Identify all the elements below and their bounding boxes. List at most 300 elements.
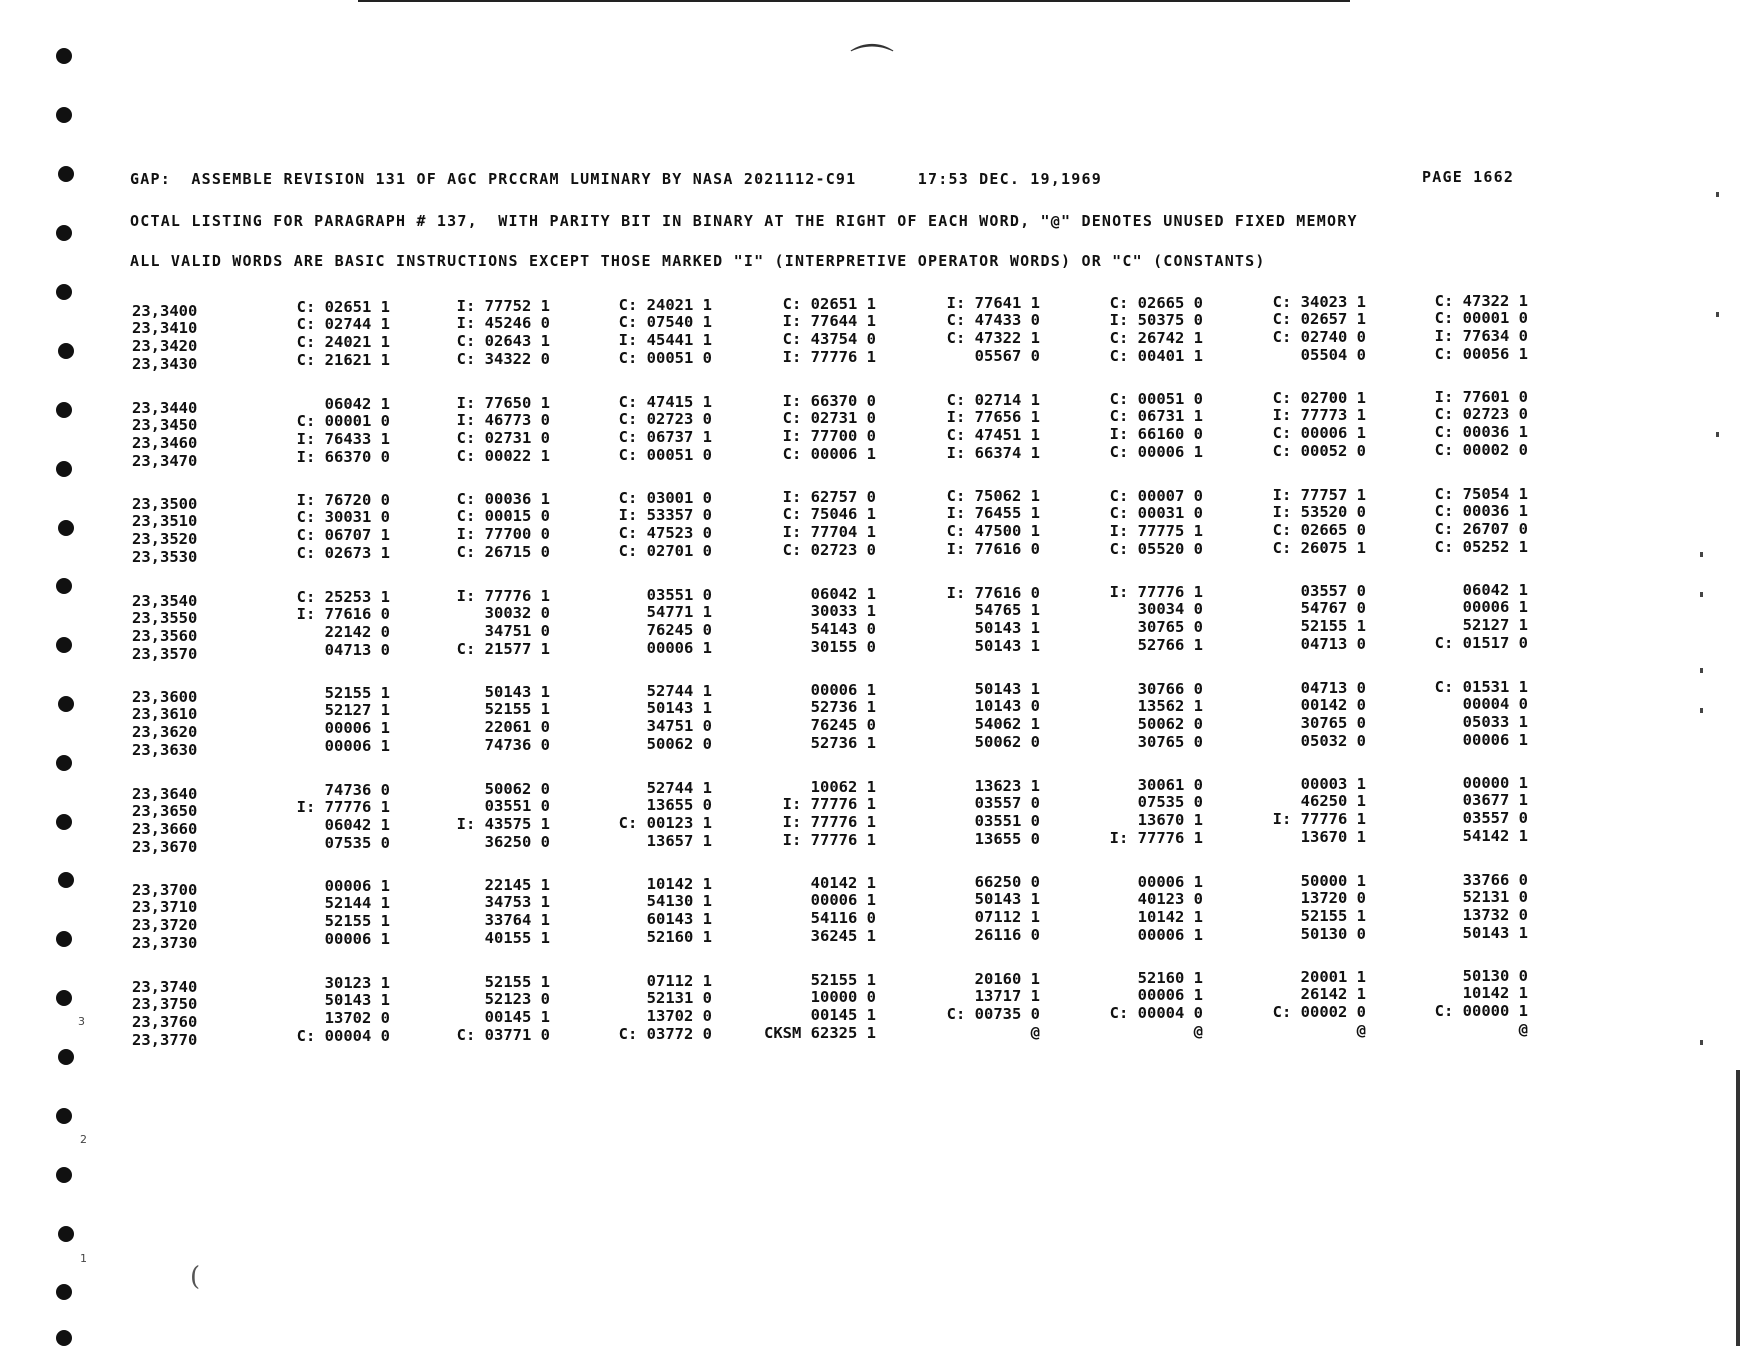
octal-word: 74736 0 <box>484 736 550 755</box>
row-address: 23,3400 <box>132 302 198 320</box>
octal-word: C: 75062 1 <box>946 487 1040 506</box>
octal-word: C: 02701 0 <box>618 542 712 561</box>
octal-word: C: 26715 0 <box>456 543 550 562</box>
assembly-header: GAP: ASSEMBLE REVISION 131 OF AGC PRCCRAM LUMINARY BY NASA 2021112-C91 17:53 DEC. 19,1969 <box>130 170 1102 188</box>
octal-word: C: 00401 1 <box>1109 346 1203 365</box>
octal-word: I: 77616 0 <box>296 604 390 623</box>
octal-word: C: 02731 0 <box>456 428 550 447</box>
octal-word: I: 76433 1 <box>296 429 390 448</box>
octal-word: C: 03772 0 <box>618 1024 712 1043</box>
row-address: 23,3650 <box>132 801 198 820</box>
octal-word: C: 02665 0 <box>1272 520 1366 539</box>
punch-hole <box>56 225 72 241</box>
row-address: 23,3560 <box>132 626 198 645</box>
octal-word: 50062 0 <box>1137 714 1203 733</box>
octal-word: C: 00056 1 <box>1434 344 1528 363</box>
octal-word: 07112 1 <box>974 908 1040 927</box>
octal-word: 05504 0 <box>1300 345 1366 364</box>
row-address: 23,3720 <box>132 916 198 934</box>
octal-word: 30765 0 <box>1137 618 1203 636</box>
octal-word: I: 77704 1 <box>782 523 876 542</box>
octal-word: C: 02665 0 <box>1109 293 1203 312</box>
octal-word: 00006 1 <box>324 719 390 737</box>
octal-word: 30765 0 <box>1137 732 1203 751</box>
octal-word: 00004 0 <box>1462 694 1528 713</box>
octal-word: C: 02731 0 <box>782 408 876 427</box>
octal-word: I: 76720 0 <box>296 491 390 509</box>
octal-word: 52144 1 <box>324 894 390 912</box>
octal-word: 54116 0 <box>810 909 876 928</box>
row-address: 23,3640 <box>132 784 198 803</box>
octal-word: 05032 0 <box>1300 731 1366 750</box>
octal-word: C: 00002 0 <box>1272 1003 1366 1022</box>
punch-hole <box>56 637 72 653</box>
edge-speck <box>1716 312 1719 317</box>
row-address: 23,3730 <box>132 934 198 952</box>
octal-word: 30765 0 <box>1300 713 1366 732</box>
octal-word: C: 75046 1 <box>782 505 876 524</box>
octal-word: 00003 1 <box>1300 775 1366 794</box>
octal-word: C: 21621 1 <box>296 351 390 369</box>
octal-word: I: 77641 1 <box>946 294 1040 313</box>
punch-hole <box>56 755 72 771</box>
octal-word: C: 00036 1 <box>456 490 550 509</box>
octal-word: 50062 0 <box>484 779 550 798</box>
octal-word: 52127 1 <box>1462 616 1528 635</box>
octal-word: C: 06737 1 <box>618 427 712 446</box>
octal-word: C: 00051 0 <box>618 445 712 464</box>
octal-word: C: 00002 0 <box>1434 441 1528 460</box>
octal-word: C: 47523 0 <box>618 524 712 543</box>
octal-word: I: 77700 0 <box>456 525 550 544</box>
octal-word: I: 45441 1 <box>618 331 712 350</box>
octal-word: I: 53520 0 <box>1272 502 1366 521</box>
octal-word: 30123 1 <box>324 973 390 992</box>
octal-word: 40142 1 <box>810 874 876 893</box>
octal-word: 52155 1 <box>324 912 390 930</box>
octal-word: C: 00006 1 <box>782 444 876 463</box>
octal-word: I: 77776 1 <box>782 812 876 831</box>
octal-word: 07535 0 <box>1137 793 1203 811</box>
octal-word: C: 02657 1 <box>1272 309 1366 328</box>
octal-word: 50130 0 <box>1300 924 1366 943</box>
octal-word: 10062 1 <box>810 777 876 796</box>
octal-word: C: 02700 1 <box>1272 389 1366 408</box>
octal-word: 04713 0 <box>324 640 390 659</box>
octal-word: 00006 1 <box>324 737 390 755</box>
octal-word: 52160 1 <box>646 928 712 947</box>
octal-word: 52744 1 <box>646 682 712 701</box>
octal-word: C: 00004 0 <box>1109 1004 1203 1022</box>
octal-word: 04713 0 <box>1300 678 1366 697</box>
top-rule <box>358 0 1350 2</box>
octal-word: I: 77773 1 <box>1272 406 1366 425</box>
octal-word: I: 77656 1 <box>946 407 1040 426</box>
octal-word: 30033 1 <box>810 601 876 620</box>
octal-word: C: 01517 0 <box>1434 634 1528 653</box>
octal-word: 30155 0 <box>810 637 876 656</box>
octal-word: I: 77616 0 <box>946 583 1040 602</box>
octal-word: C: 00001 0 <box>1434 308 1528 327</box>
edge-speck <box>1700 668 1703 673</box>
octal-word: 06042 1 <box>324 394 390 413</box>
octal-word: 06042 1 <box>324 815 390 834</box>
octal-word: I: 66370 0 <box>782 391 876 410</box>
octal-word: C: 02723 0 <box>618 409 712 428</box>
octal-word: I: 77776 1 <box>456 586 550 605</box>
octal-word: C: 24021 1 <box>618 296 712 315</box>
octal-word: 50143 1 <box>324 990 390 1009</box>
row-address: 23,3710 <box>132 898 198 916</box>
edge-speck <box>1700 1040 1703 1045</box>
octal-word: C: 00001 0 <box>296 411 390 430</box>
octal-word: 22145 1 <box>484 876 550 895</box>
octal-word: 20001 1 <box>1300 968 1366 987</box>
octal-word: C: 00000 1 <box>1434 1002 1528 1021</box>
octal-word: I: 77650 1 <box>456 393 550 412</box>
octal-word: 03677 1 <box>1462 791 1528 810</box>
octal-word: I: 50375 0 <box>1109 310 1203 329</box>
octal-word: C: 07540 1 <box>618 313 712 332</box>
octal-word: 66250 0 <box>974 873 1040 892</box>
punch-hole <box>56 1167 72 1183</box>
punch-hole <box>58 520 74 536</box>
octal-word: I: 77776 1 <box>782 794 876 813</box>
octal-word: 52155 1 <box>1300 617 1366 636</box>
edge-speck <box>1700 708 1703 713</box>
octal-word: I: 77601 0 <box>1434 388 1528 407</box>
octal-word: 50130 0 <box>1462 967 1528 986</box>
punch-hole <box>58 1049 74 1065</box>
octal-word: @ <box>1518 1020 1528 1039</box>
punch-hole <box>56 1108 72 1124</box>
punch-hole <box>56 402 72 418</box>
octal-word: I: 77776 1 <box>296 797 390 816</box>
octal-word: 52155 1 <box>484 700 550 719</box>
octal-word: C: 34023 1 <box>1272 292 1366 311</box>
punch-hole <box>56 814 72 830</box>
octal-word: 13732 0 <box>1462 905 1528 924</box>
row-address: 23,3700 <box>132 881 198 899</box>
octal-word: 00006 1 <box>1462 598 1528 617</box>
octal-word: 52155 1 <box>484 972 550 991</box>
edge-speck <box>1716 432 1719 437</box>
row-address: 23,3610 <box>132 705 198 723</box>
octal-word: I: 77775 1 <box>1109 521 1203 540</box>
octal-word: 03557 0 <box>1462 809 1528 828</box>
octal-word: 10142 1 <box>646 875 712 894</box>
octal-word: 13720 0 <box>1300 888 1366 907</box>
octal-word: 13670 1 <box>1137 811 1203 829</box>
octal-word: C: 05252 1 <box>1434 537 1528 556</box>
pencil-paren-mark: ( <box>190 1262 201 1292</box>
octal-word: C: 06731 1 <box>1109 407 1203 425</box>
octal-word: 00145 1 <box>484 1007 550 1026</box>
octal-word: C: 01531 1 <box>1434 677 1528 696</box>
octal-word: 76245 0 <box>810 716 876 735</box>
octal-word: 00006 1 <box>810 891 876 910</box>
octal-word: 30032 0 <box>484 603 550 622</box>
octal-word: C: 00735 0 <box>946 1004 1040 1023</box>
octal-word: C: 02740 0 <box>1272 327 1366 346</box>
octal-word: 00142 0 <box>1300 695 1366 714</box>
octal-word: I: 66370 0 <box>296 447 390 466</box>
octal-word: 52131 0 <box>646 988 712 1007</box>
octal-word: @ <box>1356 1021 1366 1040</box>
octal-word: C: 00051 0 <box>1109 390 1203 408</box>
row-address: 23,3630 <box>132 741 198 759</box>
octal-word: 60143 1 <box>646 910 712 929</box>
octal-word: C: 02651 1 <box>296 298 390 316</box>
octal-word: 00145 1 <box>810 1005 876 1024</box>
punch-hole <box>56 107 72 123</box>
punch-hole <box>58 1226 74 1242</box>
octal-word: 54143 0 <box>810 619 876 638</box>
row-address: 23,3510 <box>132 512 198 530</box>
octal-word: C: 03001 0 <box>618 489 712 508</box>
octal-word: 22142 0 <box>324 622 390 641</box>
octal-word: 50143 1 <box>974 618 1040 637</box>
row-address: 23,3430 <box>132 355 198 373</box>
octal-word: C: 00031 0 <box>1109 503 1203 522</box>
octal-word: 50143 1 <box>484 683 550 702</box>
octal-word: 33764 1 <box>484 911 550 930</box>
punch-hole <box>58 166 74 182</box>
octal-word: 05567 0 <box>974 347 1040 366</box>
row-address: 23,3570 <box>132 644 198 663</box>
octal-word: 03551 0 <box>974 811 1040 830</box>
octal-word: 50143 1 <box>1462 923 1528 942</box>
row-address: 23,3550 <box>132 608 198 627</box>
octal-word: 52766 1 <box>1137 636 1203 654</box>
octal-word: I: 53357 0 <box>618 506 712 525</box>
margin-mark-3: 3 <box>78 1015 85 1028</box>
octal-word: 34751 0 <box>484 621 550 640</box>
octal-word: 13670 1 <box>1300 828 1366 847</box>
octal-word: C: 00006 1 <box>1109 443 1203 461</box>
octal-word: I: 77776 1 <box>1109 583 1203 601</box>
octal-word: C: 47322 1 <box>1434 291 1528 310</box>
octal-word: C: 34322 0 <box>456 350 550 369</box>
octal-word: 06042 1 <box>1462 581 1528 600</box>
octal-word: 30766 0 <box>1137 679 1203 698</box>
octal-word: C: 00007 0 <box>1109 486 1203 505</box>
octal-word: 04713 0 <box>1300 635 1366 654</box>
octal-word: 06042 1 <box>810 584 876 603</box>
octal-word: I: 66160 0 <box>1109 425 1203 443</box>
octal-word: I: 77644 1 <box>782 312 876 331</box>
valid-words-note: ALL VALID WORDS ARE BASIC INSTRUCTIONS EXCEPT THOSE MARKED "I" (INTERPRETIVE OPERATOR WORDS) OR "C" (CONSTANTS) <box>130 252 1266 270</box>
octal-word: C: 05520 0 <box>1109 539 1203 558</box>
octal-word: C: 00036 1 <box>1434 501 1528 520</box>
octal-word: C: 26075 1 <box>1272 538 1366 557</box>
octal-word: C: 26742 1 <box>1109 328 1203 347</box>
octal-word: C: 25253 1 <box>296 587 390 606</box>
punch-hole <box>56 461 72 477</box>
octal-word: 36250 0 <box>484 832 550 851</box>
octal-word: 00006 1 <box>1137 986 1203 1004</box>
octal-word: I: 77616 0 <box>946 540 1040 559</box>
octal-word: 52736 1 <box>810 698 876 717</box>
octal-word: C: 47322 1 <box>946 329 1040 348</box>
octal-word: 07535 0 <box>324 833 390 852</box>
octal-word: 00006 1 <box>324 877 390 895</box>
octal-word: 52131 0 <box>1462 887 1528 906</box>
punch-hole <box>58 872 74 888</box>
octal-word: 00006 1 <box>810 681 876 700</box>
row-address: 23,3460 <box>132 433 198 452</box>
page-number: PAGE 1662 <box>1422 168 1515 186</box>
octal-word: 00006 1 <box>1137 872 1203 891</box>
octal-word: 52160 1 <box>1137 969 1203 987</box>
octal-word: 30061 0 <box>1137 776 1203 794</box>
octal-word: 13702 0 <box>324 1008 390 1027</box>
row-address: 23,3500 <box>132 495 198 513</box>
octal-word: 10142 1 <box>1462 984 1528 1003</box>
octal-word: C: 00036 1 <box>1434 423 1528 442</box>
octal-word: 10000 0 <box>810 987 876 1006</box>
octal-word: 22061 0 <box>484 718 550 737</box>
punch-hole <box>56 48 72 64</box>
octal-word: C: 02651 1 <box>782 295 876 314</box>
octal-word: I: 76455 1 <box>946 504 1040 523</box>
pencil-arc-mark: ⌒ <box>850 41 894 92</box>
octal-word: C: 00004 0 <box>296 1026 390 1045</box>
octal-word: 13623 1 <box>974 776 1040 795</box>
octal-word: C: 75054 1 <box>1434 484 1528 503</box>
octal-word: C: 30031 0 <box>296 508 390 526</box>
octal-word: 50062 0 <box>974 733 1040 752</box>
octal-word: 10142 1 <box>1137 907 1203 926</box>
octal-word: 00006 1 <box>1462 730 1528 749</box>
octal-word: 50143 1 <box>974 890 1040 909</box>
octal-word: C: 00123 1 <box>618 813 712 832</box>
octal-word: 40123 0 <box>1137 889 1203 908</box>
octal-word: C: 02723 0 <box>782 541 876 560</box>
octal-word: C: 00051 0 <box>618 349 712 368</box>
punch-hole <box>56 1284 72 1300</box>
octal-word: 74736 0 <box>324 780 390 799</box>
octal-word: 13655 0 <box>646 795 712 814</box>
row-address: 23,3770 <box>132 1030 198 1049</box>
octal-word: C: 00015 0 <box>456 507 550 526</box>
octal-word: @ <box>1193 1022 1203 1040</box>
row-address: 23,3530 <box>132 548 198 566</box>
right-edge-line <box>1736 1070 1740 1346</box>
octal-word: C: 03771 0 <box>456 1025 550 1044</box>
octal-word: 34751 0 <box>646 717 712 736</box>
octal-word: I: 45246 0 <box>456 314 550 333</box>
octal-word: 05033 1 <box>1462 712 1528 731</box>
octal-word: 52127 1 <box>324 701 390 719</box>
octal-word: C: 26707 0 <box>1434 519 1528 538</box>
octal-word: 54765 1 <box>974 600 1040 619</box>
octal-word: I: 77752 1 <box>456 297 550 316</box>
punch-hole <box>58 696 74 712</box>
row-address: 23,3740 <box>132 977 198 996</box>
octal-word: I: 77776 1 <box>1109 829 1203 847</box>
row-address: 23,3620 <box>132 723 198 741</box>
punch-hole <box>58 343 74 359</box>
punch-hole <box>56 578 72 594</box>
row-address: 23,3600 <box>132 688 198 706</box>
octal-word: 50062 0 <box>646 735 712 754</box>
octal-listing-header: OCTAL LISTING FOR PARAGRAPH # 137, WITH PARITY BIT IN BINARY AT THE RIGHT OF EACH WORD, "@" DENOTES UNUSED FIXED MEMORY <box>130 212 1358 230</box>
octal-word: 34753 1 <box>484 893 550 912</box>
octal-word: C: 47500 1 <box>946 522 1040 541</box>
octal-word: 03557 0 <box>1300 582 1366 601</box>
octal-word: 07112 1 <box>646 971 712 990</box>
octal-word: C: 47433 0 <box>946 311 1040 330</box>
punch-hole <box>56 1330 72 1346</box>
octal-word: C: 21577 1 <box>456 639 550 658</box>
octal-word: C: 06707 1 <box>296 526 390 544</box>
octal-word: 54771 1 <box>646 602 712 621</box>
octal-word: 52123 0 <box>484 989 550 1008</box>
octal-word: C: 00006 1 <box>1272 424 1366 443</box>
octal-word: 54142 1 <box>1462 827 1528 846</box>
octal-word: C: 47415 1 <box>618 392 712 411</box>
row-address: 23,3760 <box>132 1012 198 1031</box>
octal-word: I: 77776 1 <box>1272 810 1366 829</box>
octal-word: 26142 1 <box>1300 985 1366 1004</box>
octal-word: C: 02723 0 <box>1434 405 1528 424</box>
octal-word: 52744 1 <box>646 778 712 797</box>
margin-mark-2: 2 <box>80 1133 87 1146</box>
octal-word: C: 00052 0 <box>1272 442 1366 461</box>
octal-word: 52155 1 <box>324 684 390 702</box>
octal-word: C: 24021 1 <box>296 333 390 351</box>
octal-word: C: 00022 1 <box>456 446 550 465</box>
edge-speck <box>1716 192 1719 197</box>
octal-word: I: 66374 1 <box>946 443 1040 462</box>
octal-word: I: 77634 0 <box>1434 326 1528 345</box>
octal-word: 26116 0 <box>974 926 1040 945</box>
octal-word: @ <box>1030 1022 1040 1041</box>
octal-word: 13657 1 <box>646 831 712 850</box>
row-address: 23,3450 <box>132 415 198 434</box>
octal-word: 00000 1 <box>1462 774 1528 793</box>
octal-word: 13702 0 <box>646 1006 712 1025</box>
octal-word: 00006 1 <box>646 638 712 657</box>
octal-word: I: 77700 0 <box>782 426 876 445</box>
punch-hole <box>56 284 72 300</box>
octal-word: CKSM 62325 1 <box>764 1023 876 1042</box>
octal-word: I: 77776 1 <box>782 830 876 849</box>
octal-word: 54767 0 <box>1300 599 1366 618</box>
octal-word: C: 02643 1 <box>456 332 550 351</box>
octal-word: C: 02744 1 <box>296 315 390 333</box>
row-address: 23,3470 <box>132 451 198 470</box>
octal-word: 36245 1 <box>810 927 876 946</box>
row-address: 23,3750 <box>132 994 198 1013</box>
octal-word: C: 43754 0 <box>782 330 876 349</box>
octal-word: 50143 1 <box>646 699 712 718</box>
row-address: 23,3440 <box>132 398 198 417</box>
octal-word: 50143 1 <box>974 636 1040 655</box>
row-address: 23,3420 <box>132 337 198 355</box>
octal-word: 54130 1 <box>646 892 712 911</box>
octal-word: 13562 1 <box>1137 696 1203 715</box>
octal-word: C: 02673 1 <box>296 544 390 562</box>
edge-speck <box>1700 592 1703 597</box>
octal-word: 00006 1 <box>1137 925 1203 944</box>
octal-word: 50000 1 <box>1300 871 1366 890</box>
octal-word: 54062 1 <box>974 715 1040 734</box>
row-address: 23,3520 <box>132 530 198 548</box>
octal-word: I: 43575 1 <box>456 814 550 833</box>
octal-word: 00006 1 <box>324 930 390 948</box>
